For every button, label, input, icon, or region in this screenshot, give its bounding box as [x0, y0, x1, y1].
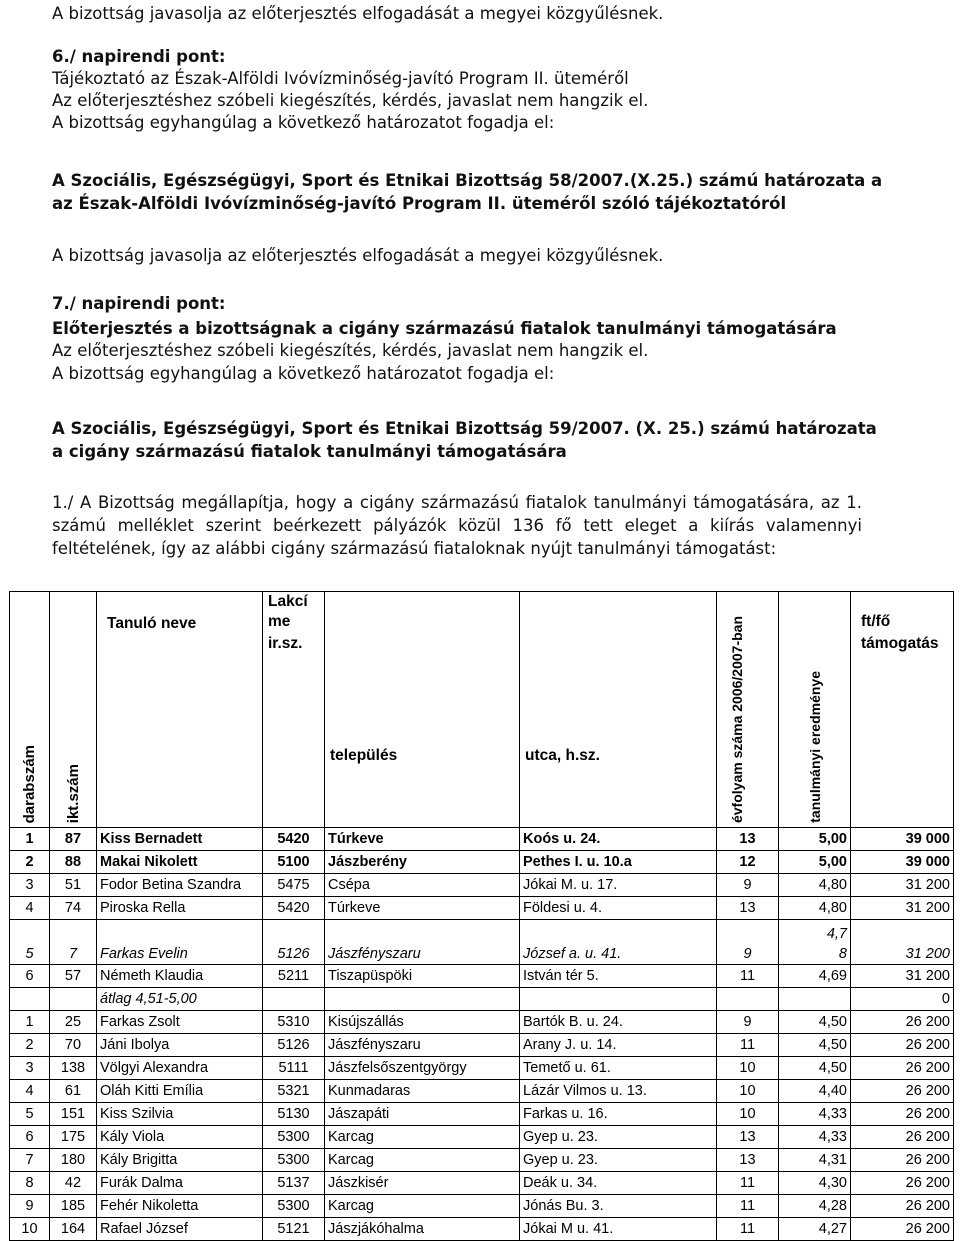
cell-iktszam: 51	[50, 874, 97, 897]
table-row	[10, 920, 954, 965]
cell-city: Kisújszállás	[325, 1011, 520, 1034]
table-row	[10, 1057, 954, 1080]
cell-name: Piroska Rella	[97, 897, 263, 920]
cell-iktszam: 87	[50, 828, 97, 851]
agenda-heading: 6./ napirendi pont:	[52, 47, 226, 66]
cell-amount: 26 200	[851, 1034, 954, 1057]
cell-street: Pethes I. u. 10.a	[520, 851, 717, 874]
cell-amount: 26 200	[851, 1149, 954, 1172]
resolution-subtitle: a cigány származású fiatalok tanulmányi támogatására	[52, 442, 567, 461]
cell-index: 5	[10, 920, 50, 965]
cell-street: Gyep u. 23.	[520, 1149, 717, 1172]
cell-index: 2	[10, 851, 50, 874]
body-paragraph: 1./ A Bizottság megállapítja, hogy a cigány származású fiatalok tanulmányi támogatására, az 1. számú melléklet szerint beérkezett pályázók közül 136 fő tett eleget a kiírás valamennyi feltételének, így az alábbi cigány származású fiataloknak nyújt tanulmányi támogatást:	[52, 493, 862, 558]
cell-result: 4,33	[779, 1103, 851, 1126]
cell-zip: 5300	[263, 1149, 325, 1172]
table-row	[10, 851, 954, 874]
resolution-subtitle: az Észak-Alföldi Ivóvízminőség-javító Program II. üteméről szóló tájékoztatóról	[52, 194, 787, 213]
text-line: A bizottság egyhangúlag a következő határozatot fogadja el:	[52, 113, 555, 132]
text-line: A bizottság javasolja az előterjesztés elfogadását a megyei közgyűlésnek.	[52, 246, 664, 265]
cell-grade: 11	[717, 1195, 779, 1218]
empty-cell	[520, 988, 717, 1011]
cell-iktszam: 7	[50, 920, 97, 965]
cell-name: Makai Nikolett	[97, 851, 263, 874]
cell-result: 4,27	[779, 1218, 851, 1241]
cell-amount: 26 200	[851, 1172, 954, 1195]
cell-grade: 9	[717, 920, 779, 965]
cell-street: István tér 5.	[520, 965, 717, 988]
cell-city: Jászfényszaru	[325, 920, 520, 965]
cell-amount: 31 200	[851, 897, 954, 920]
cell-grade: 11	[717, 1034, 779, 1057]
cell-amount: 31 200	[851, 965, 954, 988]
cell-street: Farkas u. 16.	[520, 1103, 717, 1126]
cell-iktszam: 180	[50, 1149, 97, 1172]
header-eredmeny: tanulmányi eredménye	[779, 592, 851, 828]
cell-index: 1	[10, 1011, 50, 1034]
cell-city: Karcag	[325, 1126, 520, 1149]
agenda-title: Előterjesztés a bizottságnak a cigány származású fiatalok tanulmányi támogatására	[52, 319, 837, 338]
resolution-title: A Szociális, Egészségügyi, Sport és Etnikai Bizottság 59/2007. (X. 25.) számú határozata	[52, 419, 877, 438]
cell-index: 7	[10, 1149, 50, 1172]
cell-result: 4,69	[779, 965, 851, 988]
text-line: Az előterjesztéshez szóbeli kiegészítés, kérdés, javaslat nem hangzik el.	[52, 341, 649, 360]
cell-zip: 5321	[263, 1080, 325, 1103]
cell-zip: 5420	[263, 897, 325, 920]
cell-amount: 26 200	[851, 1011, 954, 1034]
table-row	[10, 1149, 954, 1172]
cell-zip: 5420	[263, 828, 325, 851]
cell-iktszam: 88	[50, 851, 97, 874]
cell-result: 4,80	[779, 897, 851, 920]
cell-zip: 5130	[263, 1103, 325, 1126]
cell-amount: 39 000	[851, 828, 954, 851]
cell-amount: 26 200	[851, 1126, 954, 1149]
table-row	[10, 965, 954, 988]
header-utca: utca, h.sz.	[520, 592, 717, 828]
header-ftfo: ft/fő támogatás	[851, 592, 954, 828]
resolution-title: A Szociális, Egészségügyi, Sport és Etnikai Bizottság 58/2007.(X.25.) számú határozata a	[52, 171, 883, 190]
empty-cell	[717, 988, 779, 1011]
cell-zip: 5126	[263, 1034, 325, 1057]
cell-city: Jászapáti	[325, 1103, 520, 1126]
cell-grade: 10	[717, 1080, 779, 1103]
table-row	[10, 874, 954, 897]
cell-index: 6	[10, 1126, 50, 1149]
cell-result: 4,50	[779, 1011, 851, 1034]
cell-grade: 13	[717, 897, 779, 920]
cell-zip: 5310	[263, 1011, 325, 1034]
cell-street: Koós u. 24.	[520, 828, 717, 851]
average-row	[10, 988, 954, 1011]
cell-index: 2	[10, 1034, 50, 1057]
average-value: 0	[851, 988, 954, 1011]
cell-index: 9	[10, 1195, 50, 1218]
cell-grade: 13	[717, 1126, 779, 1149]
cell-iktszam: 25	[50, 1011, 97, 1034]
cell-amount: 26 200	[851, 1103, 954, 1126]
cell-zip: 5211	[263, 965, 325, 988]
cell-index: 10	[10, 1218, 50, 1241]
cell-iktszam: 151	[50, 1103, 97, 1126]
table-row	[10, 897, 954, 920]
cell-zip: 5111	[263, 1057, 325, 1080]
table-header-row	[10, 592, 954, 828]
cell-result: 5,00	[779, 851, 851, 874]
cell-city: Karcag	[325, 1149, 520, 1172]
cell-amount: 31 200	[851, 920, 954, 965]
header-telepules: település	[325, 592, 520, 828]
cell-iktszam: 185	[50, 1195, 97, 1218]
text-line: Az előterjesztéshez szóbeli kiegészítés, kérdés, javaslat nem hangzik el.	[52, 91, 649, 110]
table-row	[10, 828, 954, 851]
cell-grade: 11	[717, 965, 779, 988]
cell-grade: 9	[717, 874, 779, 897]
cell-amount: 31 200	[851, 874, 954, 897]
cell-grade: 11	[717, 1172, 779, 1195]
cell-amount: 26 200	[851, 1195, 954, 1218]
cell-city: Csépa	[325, 874, 520, 897]
cell-index: 1	[10, 828, 50, 851]
text-line: A bizottság javasolja az előterjesztés elfogadását a megyei közgyűlésnek.	[52, 4, 664, 23]
cell-result: 5,00	[779, 828, 851, 851]
cell-street: Bartók B. u. 24.	[520, 1011, 717, 1034]
cell-amount: 26 200	[851, 1057, 954, 1080]
cell-zip: 5121	[263, 1218, 325, 1241]
cell-street: Jókai M u. 41.	[520, 1218, 717, 1241]
table-row	[10, 1011, 954, 1034]
cell-result: 4,40	[779, 1080, 851, 1103]
cell-zip: 5126	[263, 920, 325, 965]
cell-name: Farkas Evelin	[97, 920, 263, 965]
average-label: átlag 4,51-5,00	[97, 988, 263, 1011]
cell-city: Jászjákóhalma	[325, 1218, 520, 1241]
cell-city: Jászberény	[325, 851, 520, 874]
cell-zip: 5475	[263, 874, 325, 897]
table-row	[10, 1126, 954, 1149]
cell-grade: 13	[717, 828, 779, 851]
cell-index: 4	[10, 1080, 50, 1103]
cell-street: Arany J. u. 14.	[520, 1034, 717, 1057]
cell-amount: 26 200	[851, 1218, 954, 1241]
cell-grade: 10	[717, 1057, 779, 1080]
cell-city: Túrkeve	[325, 828, 520, 851]
cell-index: 8	[10, 1172, 50, 1195]
cell-street: Földesi u. 4.	[520, 897, 717, 920]
table-row	[10, 1218, 954, 1241]
cell-result: 4,30	[779, 1172, 851, 1195]
cell-grade: 12	[717, 851, 779, 874]
cell-name: Kiss Bernadett	[97, 828, 263, 851]
student-table	[9, 591, 954, 1241]
cell-city: Jászkisér	[325, 1172, 520, 1195]
table-row	[10, 1172, 954, 1195]
result-part: 4,7	[826, 926, 847, 942]
cell-street: Deák u. 34.	[520, 1172, 717, 1195]
cell-city: Tiszapüspöki	[325, 965, 520, 988]
agenda-heading: 7./ napirendi pont:	[52, 294, 226, 313]
cell-grade: 10	[717, 1103, 779, 1126]
cell-city: Karcag	[325, 1195, 520, 1218]
cell-result: 4,50	[779, 1034, 851, 1057]
cell-name: Németh Klaudia	[97, 965, 263, 988]
cell-result: 4,50	[779, 1057, 851, 1080]
cell-city: Kunmadaras	[325, 1080, 520, 1103]
header-name: Tanuló neve	[97, 592, 263, 828]
cell-index: 3	[10, 874, 50, 897]
cell-grade: 13	[717, 1149, 779, 1172]
cell-grade: 11	[717, 1218, 779, 1241]
cell-name: Kiss Szilvia	[97, 1103, 263, 1126]
cell-street: Jókai M. u. 17.	[520, 874, 717, 897]
cell-street: Lázár Vilmos u. 13.	[520, 1080, 717, 1103]
text-line: A bizottság egyhangúlag a következő határozatot fogadja el:	[52, 364, 555, 383]
cell-grade: 9	[717, 1011, 779, 1034]
cell-index: 3	[10, 1057, 50, 1080]
cell-name: Rafael József	[97, 1218, 263, 1241]
header-darabszam: darabszám	[10, 592, 50, 828]
header-evfolyam: évfolyam száma 2006/2007-ban	[717, 592, 779, 828]
table-row	[10, 1195, 954, 1218]
cell-iktszam: 164	[50, 1218, 97, 1241]
cell-name: Furák Dalma	[97, 1172, 263, 1195]
header-lakcime: Lakcí me ir.sz.	[263, 592, 325, 828]
cell-street: Jónás Bu. 3.	[520, 1195, 717, 1218]
cell-name: Kály Brigitta	[97, 1149, 263, 1172]
cell-name: Völgyi Alexandra	[97, 1057, 263, 1080]
table-row	[10, 1034, 954, 1057]
cell-street: József a. u. 41.	[520, 920, 717, 965]
agenda-title: Tájékoztató az Észak-Alföldi Ivóvízminőség-javító Program II. üteméről	[52, 69, 629, 88]
cell-iktszam: 74	[50, 897, 97, 920]
cell-name: Jáni Ibolya	[97, 1034, 263, 1057]
cell-street: Temető u. 61.	[520, 1057, 717, 1080]
cell-index: 6	[10, 965, 50, 988]
cell-street: Gyep u. 23.	[520, 1126, 717, 1149]
empty-cell	[325, 988, 520, 1011]
cell-index: 5	[10, 1103, 50, 1126]
cell-name: Fehér Nikoletta	[97, 1195, 263, 1218]
cell-city: Túrkeve	[325, 897, 520, 920]
cell-iktszam: 138	[50, 1057, 97, 1080]
cell-zip: 5300	[263, 1195, 325, 1218]
empty-cell	[263, 988, 325, 1011]
cell-city: Jászfényszaru	[325, 1034, 520, 1057]
cell-zip: 5300	[263, 1126, 325, 1149]
cell-name: Oláh Kitti Emília	[97, 1080, 263, 1103]
cell-result	[779, 920, 851, 965]
table-row	[10, 1103, 954, 1126]
cell-name: Farkas Zsolt	[97, 1011, 263, 1034]
empty-cell	[50, 988, 97, 1011]
cell-index: 4	[10, 897, 50, 920]
cell-iktszam: 61	[50, 1080, 97, 1103]
cell-city: Jászfelsőszentgyörgy	[325, 1057, 520, 1080]
cell-result: 4,28	[779, 1195, 851, 1218]
cell-result: 4,31	[779, 1149, 851, 1172]
result-part: 8	[838, 946, 847, 962]
cell-amount: 39 000	[851, 851, 954, 874]
empty-cell	[779, 988, 851, 1011]
cell-amount: 26 200	[851, 1080, 954, 1103]
cell-iktszam: 42	[50, 1172, 97, 1195]
cell-name: Kály Viola	[97, 1126, 263, 1149]
cell-iktszam: 57	[50, 965, 97, 988]
empty-cell	[10, 988, 50, 1011]
cell-result: 4,80	[779, 874, 851, 897]
cell-zip: 5137	[263, 1172, 325, 1195]
cell-result: 4,33	[779, 1126, 851, 1149]
table-row	[10, 1080, 954, 1103]
cell-iktszam: 175	[50, 1126, 97, 1149]
cell-iktszam: 70	[50, 1034, 97, 1057]
header-iktszam: ikt.szám	[50, 592, 97, 828]
cell-zip: 5100	[263, 851, 325, 874]
cell-name: Fodor Betina Szandra	[97, 874, 263, 897]
